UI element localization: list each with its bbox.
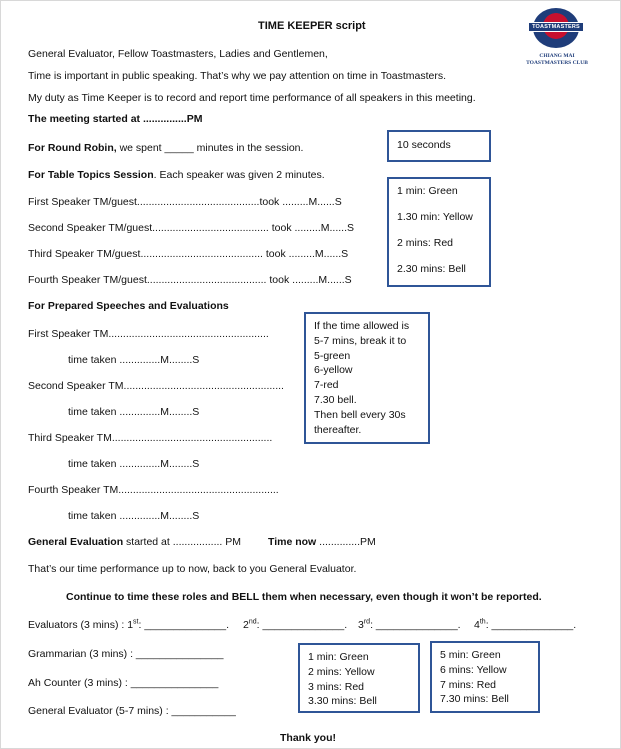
table-topics-speaker-4: Fourth Speaker TM/guest......................................... took .........M......S — [28, 274, 352, 286]
table-topics-speaker-3: Third Speaker TM/guest.......................................... took .........M......S — [28, 248, 349, 260]
general-evaluation-line: General Evaluation started at ................. PM — [28, 536, 241, 548]
prepared-speaker-4: Fourth Speaker TM....................................................... — [28, 484, 279, 496]
time-taken-2: time taken ..............M........S — [68, 406, 200, 418]
general-evaluator-line: General Evaluator (5-7 mins) : ___________ — [28, 705, 236, 717]
meeting-started: The meeting started at ...............PM — [28, 113, 203, 125]
seven-minute-timing-box: 5 min: Green 6 mins: Yellow 7 mins: Red 7.30 mins: Bell — [430, 641, 540, 713]
wrap-up-line: That’s our time performance up to now, back to you General Evaluator. — [28, 563, 357, 575]
evaluator-3: 3rd: ______________. — [358, 618, 461, 631]
table-topics-line: For Table Topics Session. Each speaker was given 2 minutes. — [28, 169, 325, 181]
prepared-speaker-3: Third Speaker TM....................................................... — [28, 432, 273, 444]
page-title: TIME KEEPER script — [258, 20, 366, 32]
evaluators-line: Evaluators (3 mins) : 1st: ______________. — [28, 618, 230, 631]
time-taken-4: time taken ..............M........S — [68, 510, 200, 522]
evaluator-4: 4th: ______________. — [474, 618, 577, 631]
emblem-text: TOASTMASTERS — [532, 24, 580, 30]
table-topics-speaker-1: First Speaker TM/guest..........................................took .........M......S — [28, 196, 342, 208]
prepared-speech-timing-box: If the time allowed is 5-7 mins, break it to 5-green 6-yellow 7-red 7.30 bell. Then bell every 30s thereafter. — [304, 312, 430, 444]
thank-you: Thank you! — [280, 732, 337, 744]
time-taken-3: time taken ..............M........S — [68, 458, 200, 470]
ah-counter-line: Ah Counter (3 mins) : _______________ — [28, 677, 219, 689]
round-robin-box: 10 seconds — [387, 130, 491, 162]
intro-line-1: General Evaluator, Fellow Toastmasters, Ladies and Gentlemen, — [28, 48, 328, 60]
evaluator-2: 2nd: ______________. — [243, 618, 348, 631]
prepared-speaker-2: Second Speaker TM....................................................... — [28, 380, 284, 392]
intro-line-3: My duty as Time Keeper is to record and report time performance of all speakers in this meeting. — [28, 92, 476, 104]
club-logo — [516, 8, 598, 70]
prepared-speaker-1: First Speaker TM....................................................... — [28, 328, 269, 340]
club-name-line2: TOASTMASTERS CLUB — [526, 60, 588, 66]
time-now-line: Time now ..............PM — [268, 536, 376, 548]
table-topics-timing-box: 1 min: Green 1.30 min: Yellow 2 mins: Red 2.30 mins: Bell — [387, 177, 491, 287]
time-taken-1: time taken ..............M........S — [68, 354, 200, 366]
three-minute-timing-box: 1 min: Green 2 mins: Yellow 3 mins: Red 3.30 mins: Bell — [298, 643, 420, 713]
prepared-heading: For Prepared Speeches and Evaluations — [28, 300, 229, 312]
intro-line-2: Time is important in public speaking. That’s why we pay attention on time in Toastmasters. — [28, 70, 447, 82]
continue-note: Continue to time these roles and BELL them when necessary, even though it won’t be reported. — [66, 591, 542, 603]
grammarian-line: Grammarian (3 mins) : _______________ — [28, 648, 224, 660]
table-topics-speaker-2: Second Speaker TM/guest........................................ took .........M......S — [28, 222, 355, 234]
round-robin-line: For Round Robin, we spent _____ minutes in the session. — [28, 142, 304, 154]
club-name-line1: CHIANG MAI — [539, 53, 575, 59]
